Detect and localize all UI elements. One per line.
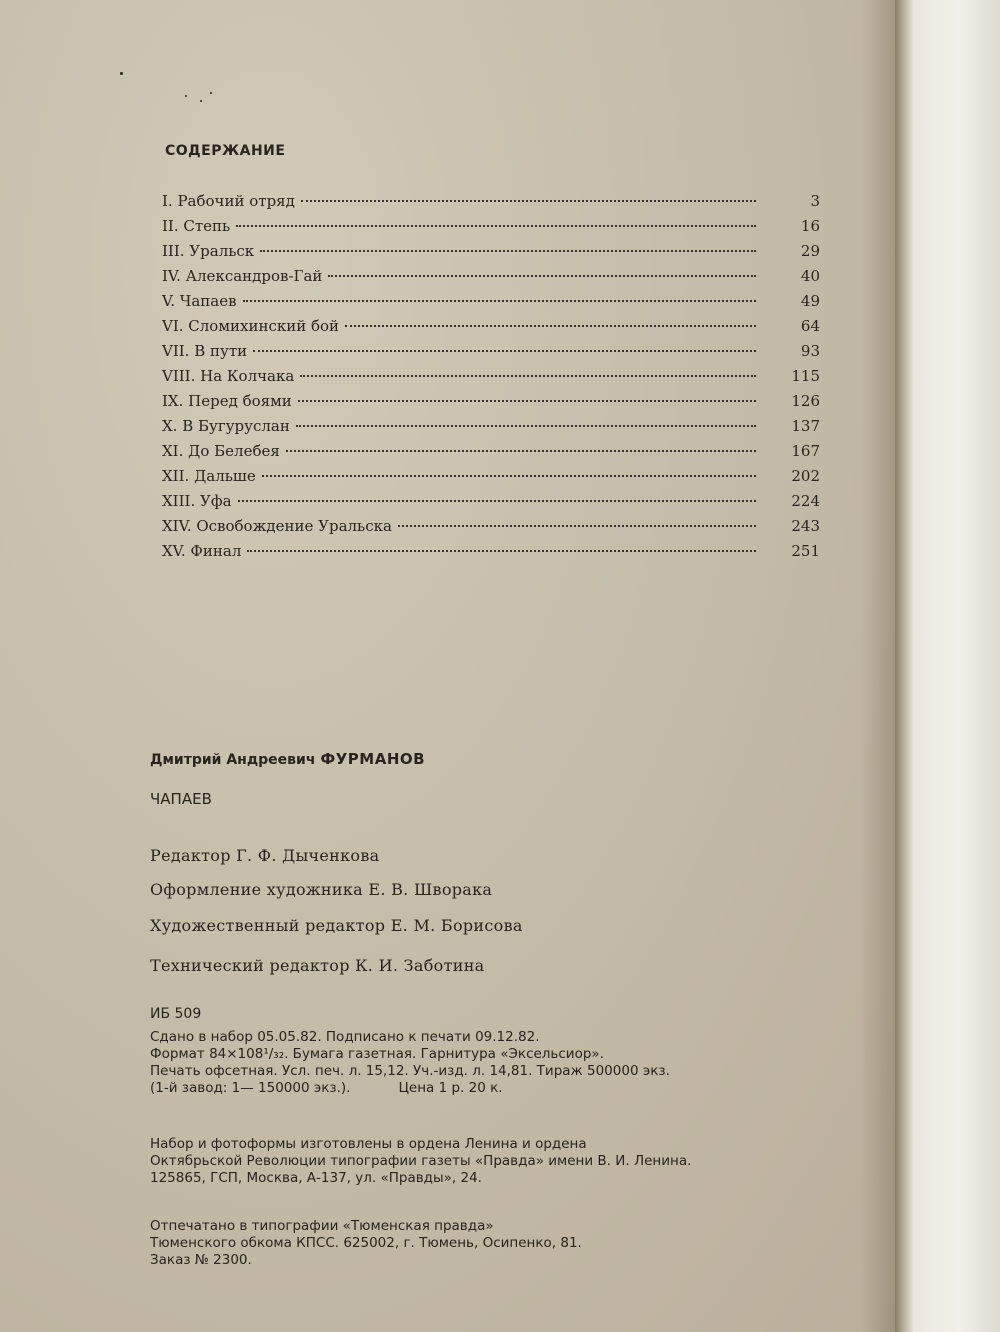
print-speck (210, 92, 212, 94)
page-edge-shadow (860, 0, 900, 1332)
print-info (150, 1029, 670, 1097)
toc-item-label: IV. Александров-Гай (162, 267, 323, 285)
toc-item-page: 202 (791, 467, 820, 485)
typesetting-line: 125865, ГСП, Москва, А-137, ул. «Правды», 24. (150, 1170, 482, 1186)
toc-item-label: VI. Сломихинский бой (162, 317, 340, 335)
toc-item-label: IX. Перед боями (162, 392, 292, 410)
print-info-line: Формат 84×108¹/₃₂. Бумага газетная. Гарнитура «Эксельсиор». (150, 1046, 604, 1062)
print-info-line: Печать офсетная. Усл. печ. л. 15,12. Уч.-изд. л. 14,81. Тираж 500000 экз. (150, 1063, 670, 1079)
toc-item-page: 251 (791, 542, 820, 560)
toc-item (162, 317, 820, 342)
toc-item-label: X. В Бугуруслан (162, 417, 290, 435)
credit-designer: Оформление художника Е. В. Шворака (150, 880, 493, 899)
toc-item-page: 93 (800, 342, 820, 360)
toc-item (162, 417, 820, 442)
toc-item (162, 367, 820, 392)
price: Цена 1 р. 20 к. (398, 1080, 503, 1096)
author-surname: ФУРМАНОВ (320, 750, 426, 768)
typesetting-line: Октябрьской Революции типографии газеты «Правда» имени В. И. Ленина. (150, 1153, 692, 1169)
toc-leader-dots (262, 475, 756, 477)
author-name: Дмитрий Андреевич (150, 752, 316, 768)
typesetting-line: Набор и фотоформы изготовлены в ордена Ленина и ордена (150, 1136, 587, 1152)
print-speck (185, 95, 187, 97)
toc-item-page: 137 (791, 417, 820, 435)
toc-item-page: 64 (800, 317, 820, 335)
book-title: ЧАПАЕВ (150, 790, 212, 808)
toc-item-page: 29 (800, 242, 820, 260)
toc-leader-dots (301, 200, 756, 202)
printing-line: Отпечатано в типографии «Тюменская правда» (150, 1218, 494, 1234)
toc-item-label: XII. Дальше (162, 467, 256, 485)
toc-item (162, 342, 820, 367)
toc-item-page: 115 (791, 367, 820, 385)
toc-item (162, 292, 820, 317)
ib-number: ИБ 509 (150, 1006, 202, 1022)
printing-line: Заказ № 2300. (150, 1252, 252, 1268)
toc-item (162, 492, 820, 517)
toc-item-label: XV. Финал (162, 542, 242, 560)
printing-line: Тюменского обкома КПСС. 625002, г. Тюмень, Осипенко, 81. (150, 1235, 582, 1251)
toc-leader-dots (247, 550, 756, 552)
toc-item (162, 267, 820, 292)
toc-leader-dots (300, 375, 756, 377)
typesetting-info (150, 1136, 691, 1187)
print-run-note: (1-й завод: 1— 150000 экз.). (150, 1080, 351, 1096)
toc-item-label: V. Чапаев (162, 292, 237, 310)
toc-item-page: 40 (800, 267, 820, 285)
toc-leader-dots (345, 325, 756, 327)
toc-leader-dots (243, 300, 756, 302)
print-speck (120, 72, 123, 75)
toc-item-label: XIV. Освобождение Уральска (162, 517, 392, 535)
toc-item-label: I. Рабочий отряд (162, 192, 295, 210)
toc-leader-dots (236, 225, 756, 227)
toc-leader-dots (328, 275, 756, 277)
toc-item (162, 442, 820, 467)
credit-tech-editor: Технический редактор К. И. Заботина (150, 956, 485, 975)
toc-leader-dots (260, 250, 756, 252)
print-info-line-4 (150, 1080, 670, 1097)
toc-title: СОДЕРЖАНИЕ (165, 143, 286, 159)
toc-item-label: III. Уральск (162, 242, 255, 260)
table-of-contents (162, 192, 820, 567)
toc-item-page: 243 (791, 517, 820, 535)
toc-item-page: 224 (791, 492, 820, 510)
toc-item (162, 392, 820, 417)
toc-item (162, 242, 820, 267)
toc-leader-dots (296, 425, 756, 427)
toc-item-page: 16 (800, 217, 820, 235)
toc-leader-dots (398, 525, 756, 527)
toc-leader-dots (238, 500, 756, 502)
toc-leader-dots (286, 450, 756, 452)
toc-item (162, 542, 820, 567)
adjacent-page-edge (895, 0, 1000, 1332)
toc-item-page: 167 (791, 442, 820, 460)
toc-leader-dots (298, 400, 756, 402)
toc-item-page: 49 (800, 292, 820, 310)
toc-item-page: 3 (810, 192, 820, 210)
toc-item-page: 126 (791, 392, 820, 410)
print-speck (200, 100, 202, 102)
toc-item (162, 467, 820, 492)
toc-item-label: XIII. Уфа (162, 492, 232, 510)
toc-item-label: VIII. На Колчака (162, 367, 295, 385)
print-info-line: Сдано в набор 05.05.82. Подписано к печати 09.12.82. (150, 1029, 540, 1045)
credit-art-editor: Художественный редактор Е. М. Борисова (150, 916, 523, 935)
printing-info (150, 1218, 582, 1269)
toc-item-label: XI. До Белебея (162, 442, 280, 460)
toc-item-label: II. Степь (162, 217, 231, 235)
toc-item (162, 192, 820, 217)
credit-editor: Редактор Г. Ф. Дыченкова (150, 846, 380, 865)
author-line (150, 750, 425, 768)
toc-item-label: VII. В пути (162, 342, 248, 360)
toc-item (162, 517, 820, 542)
toc-item (162, 217, 820, 242)
toc-leader-dots (253, 350, 756, 352)
